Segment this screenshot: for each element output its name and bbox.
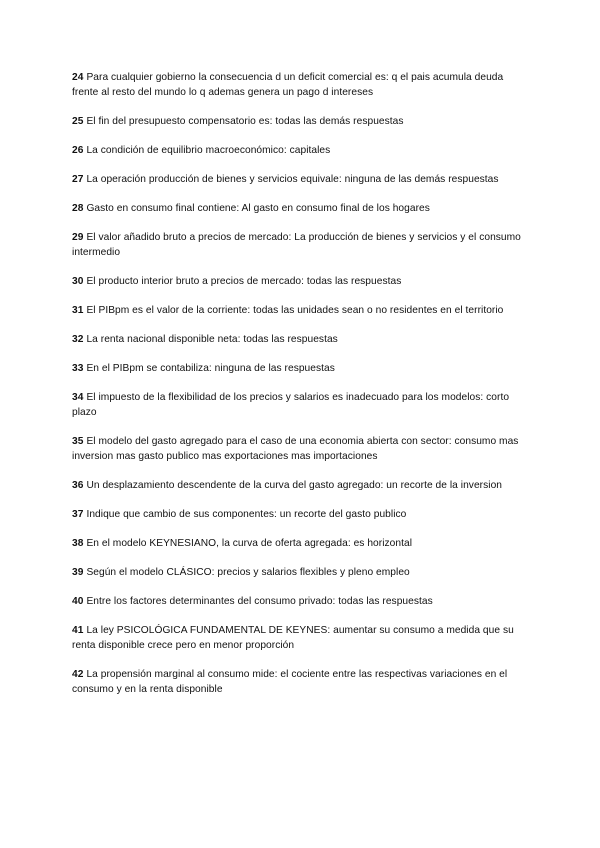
item-text: El fin del presupuesto compensatorio es: todas las demás respuestas bbox=[86, 116, 404, 127]
item-number: 30 bbox=[72, 276, 84, 287]
item-text: Según el modelo CLÁSICO: precios y salarios flexibles y pleno empleo bbox=[86, 567, 410, 578]
item-text: El impuesto de la flexibilidad de los precios y salarios es inadecuado para los modelos: corto plazo bbox=[72, 392, 510, 418]
list-item bbox=[72, 230, 532, 260]
item-text: La ley PSICOLÓGICA FUNDAMENTAL DE KEYNES: aumentar su consumo a medida que su renta disponible crece pero en menor proporción bbox=[72, 625, 514, 651]
item-number: 27 bbox=[72, 174, 84, 185]
item-number: 32 bbox=[72, 334, 84, 345]
list-item bbox=[72, 667, 532, 697]
item-text: La condición de equilibrio macroeconómico: capitales bbox=[86, 145, 331, 156]
item-number: 40 bbox=[72, 596, 84, 607]
item-text: La propensión marginal al consumo mide: el cociente entre las respectivas variaciones en el consumo y en la renta disponible bbox=[72, 669, 508, 695]
item-number: 36 bbox=[72, 480, 84, 491]
list-item bbox=[72, 478, 532, 493]
list-item bbox=[72, 172, 532, 187]
item-number: 35 bbox=[72, 436, 84, 447]
list-item bbox=[72, 70, 532, 100]
item-text: El producto interior bruto a precios de mercado: todas las respuestas bbox=[86, 276, 402, 287]
list-item bbox=[72, 201, 532, 216]
list-item bbox=[72, 143, 532, 158]
list-item bbox=[72, 114, 532, 129]
item-number: 33 bbox=[72, 363, 84, 374]
item-number: 39 bbox=[72, 567, 84, 578]
item-number: 34 bbox=[72, 392, 84, 403]
list-item bbox=[72, 536, 532, 551]
list-item bbox=[72, 434, 532, 464]
item-text: Gasto en consumo final contiene: Al gasto en consumo final de los hogares bbox=[86, 203, 430, 214]
item-text: Indique que cambio de sus componentes: un recorte del gasto publico bbox=[86, 509, 407, 520]
item-number: 37 bbox=[72, 509, 84, 520]
item-text: En el modelo KEYNESIANO, la curva de oferta agregada: es horizontal bbox=[86, 538, 413, 549]
item-number: 28 bbox=[72, 203, 84, 214]
item-number: 31 bbox=[72, 305, 84, 316]
item-text: Para cualquier gobierno la consecuencia d un deficit comercial es: q el pais acumula deuda frente al resto del mundo lo q ademas genera un pago d intereses bbox=[72, 72, 504, 98]
list-item bbox=[72, 303, 532, 318]
item-text: Un desplazamiento descendente de la curva del gasto agregado: un recorte de la inversion bbox=[86, 480, 502, 491]
item-number: 42 bbox=[72, 669, 84, 680]
item-text: La operación producción de bienes y servicios equivale: ninguna de las demás respuestas bbox=[86, 174, 499, 185]
item-number: 24 bbox=[72, 72, 84, 83]
item-text: Entre los factores determinantes del consumo privado: todas las respuestas bbox=[86, 596, 433, 607]
item-number: 41 bbox=[72, 625, 84, 636]
list-item bbox=[72, 361, 532, 376]
item-text: En el PIBpm se contabiliza: ninguna de las respuestas bbox=[86, 363, 335, 374]
item-text: El PIBpm es el valor de la corriente: todas las unidades sean o no residentes en el territorio bbox=[86, 305, 504, 316]
item-number: 26 bbox=[72, 145, 84, 156]
item-number: 38 bbox=[72, 538, 84, 549]
list-item bbox=[72, 594, 532, 609]
item-text: La renta nacional disponible neta: todas las respuestas bbox=[86, 334, 338, 345]
question-list bbox=[72, 70, 532, 711]
list-item bbox=[72, 274, 532, 289]
item-number: 29 bbox=[72, 232, 84, 243]
list-item bbox=[72, 623, 532, 653]
list-item bbox=[72, 332, 532, 347]
item-text: El modelo del gasto agregado para el caso de una economia abierta con sector: consumo mas inversion mas gasto publico mas exportaciones mas importaciones bbox=[72, 436, 519, 462]
list-item bbox=[72, 507, 532, 522]
list-item bbox=[72, 390, 532, 420]
item-number: 25 bbox=[72, 116, 84, 127]
list-item bbox=[72, 565, 532, 580]
item-text: El valor añadido bruto a precios de mercado: La producción de bienes y servicios y el consumo intermedio bbox=[72, 232, 521, 258]
